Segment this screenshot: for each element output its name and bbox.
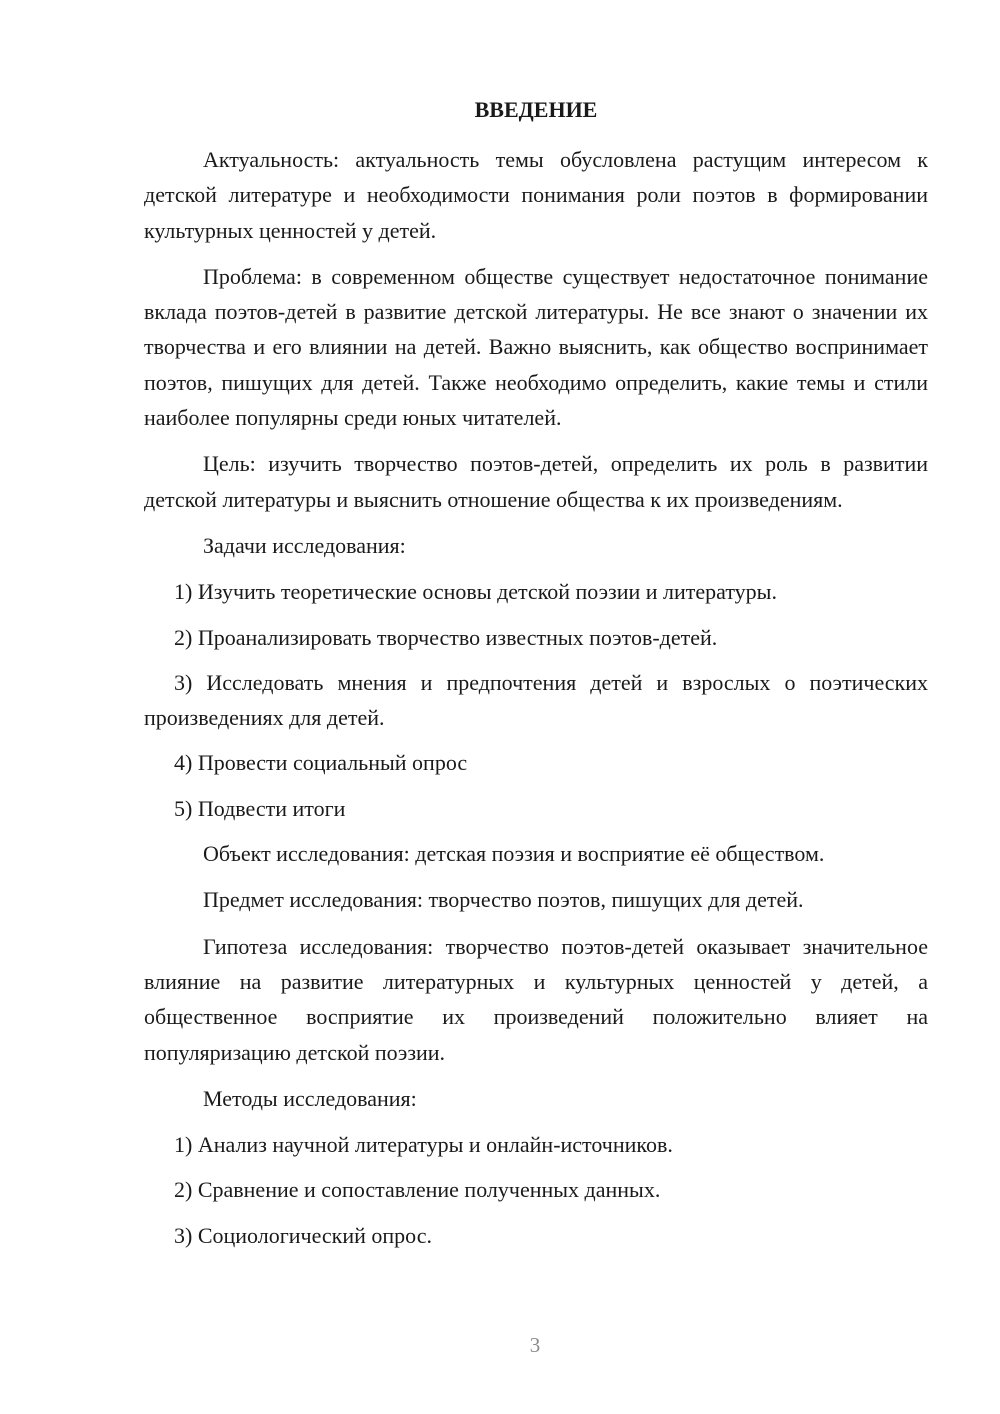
page-title: ВВЕДЕНИЕ <box>474 97 598 122</box>
method-item-1: 1) Анализ научной литературы и онлайн-источников. <box>174 1132 673 1158</box>
subject-paragraph: Предмет исследования: творчество поэтов, пишущих для детей. <box>203 887 804 913</box>
relevance-paragraph: Актуальность: актуальность темы обусловлена растущим интересом к детской литературе и необходимости понимания роли поэтов в формировании культурных ценностей у детей. <box>144 147 928 243</box>
problem-paragraph: Проблема: в современном обществе существует недостаточное понимание вклада поэтов-детей в развитие детской литературы. Не все знают о значении их творчества и его влиянии на детей. Важно выяснить, как общество воспринимает поэтов, пишущих для детей. Также необходимо определить, какие темы и стили наиболее популярны среди юных читателей. <box>144 263 928 431</box>
method-item-2: 2) Сравнение и сопоставление полученных данных. <box>174 1177 661 1203</box>
page-number: 3 <box>529 1333 541 1357</box>
task-item-4: 4) Провести социальный опрос <box>174 750 468 776</box>
tasks-heading: Задачи исследования: <box>203 532 406 558</box>
task-item-5: 5) Подвести итоги <box>174 795 346 821</box>
task-item-1: 1) Изучить теоретические основы детской поэзии и литературы. <box>174 579 777 605</box>
methods-heading: Методы исследования: <box>203 1085 417 1111</box>
hypothesis-paragraph: Гипотеза исследования: творчество поэтов-детей оказывает значительное влияние на развитие литературных и культурных ценностей у детей, а общественное восприятие их произведений положительно влияет на популяризацию детской поэзии. <box>144 933 928 1065</box>
task-item-2: 2) Проанализировать творчество известных поэтов-детей. <box>174 624 718 650</box>
object-paragraph: Объект исследования: детская поэзия и восприятие её обществом. <box>203 841 825 867</box>
task-item-3: 3) Исследовать мнения и предпочтения детей и взрослых о поэтических произведениях для детей. <box>144 669 928 731</box>
method-item-3: 3) Социологический опрос. <box>174 1222 432 1248</box>
goal-paragraph: Цель: изучить творчество поэтов-детей, определить их роль в развитии детской литературы и выяснить отношение общества к их произведениям. <box>144 451 928 512</box>
document-page <box>144 92 928 1263</box>
